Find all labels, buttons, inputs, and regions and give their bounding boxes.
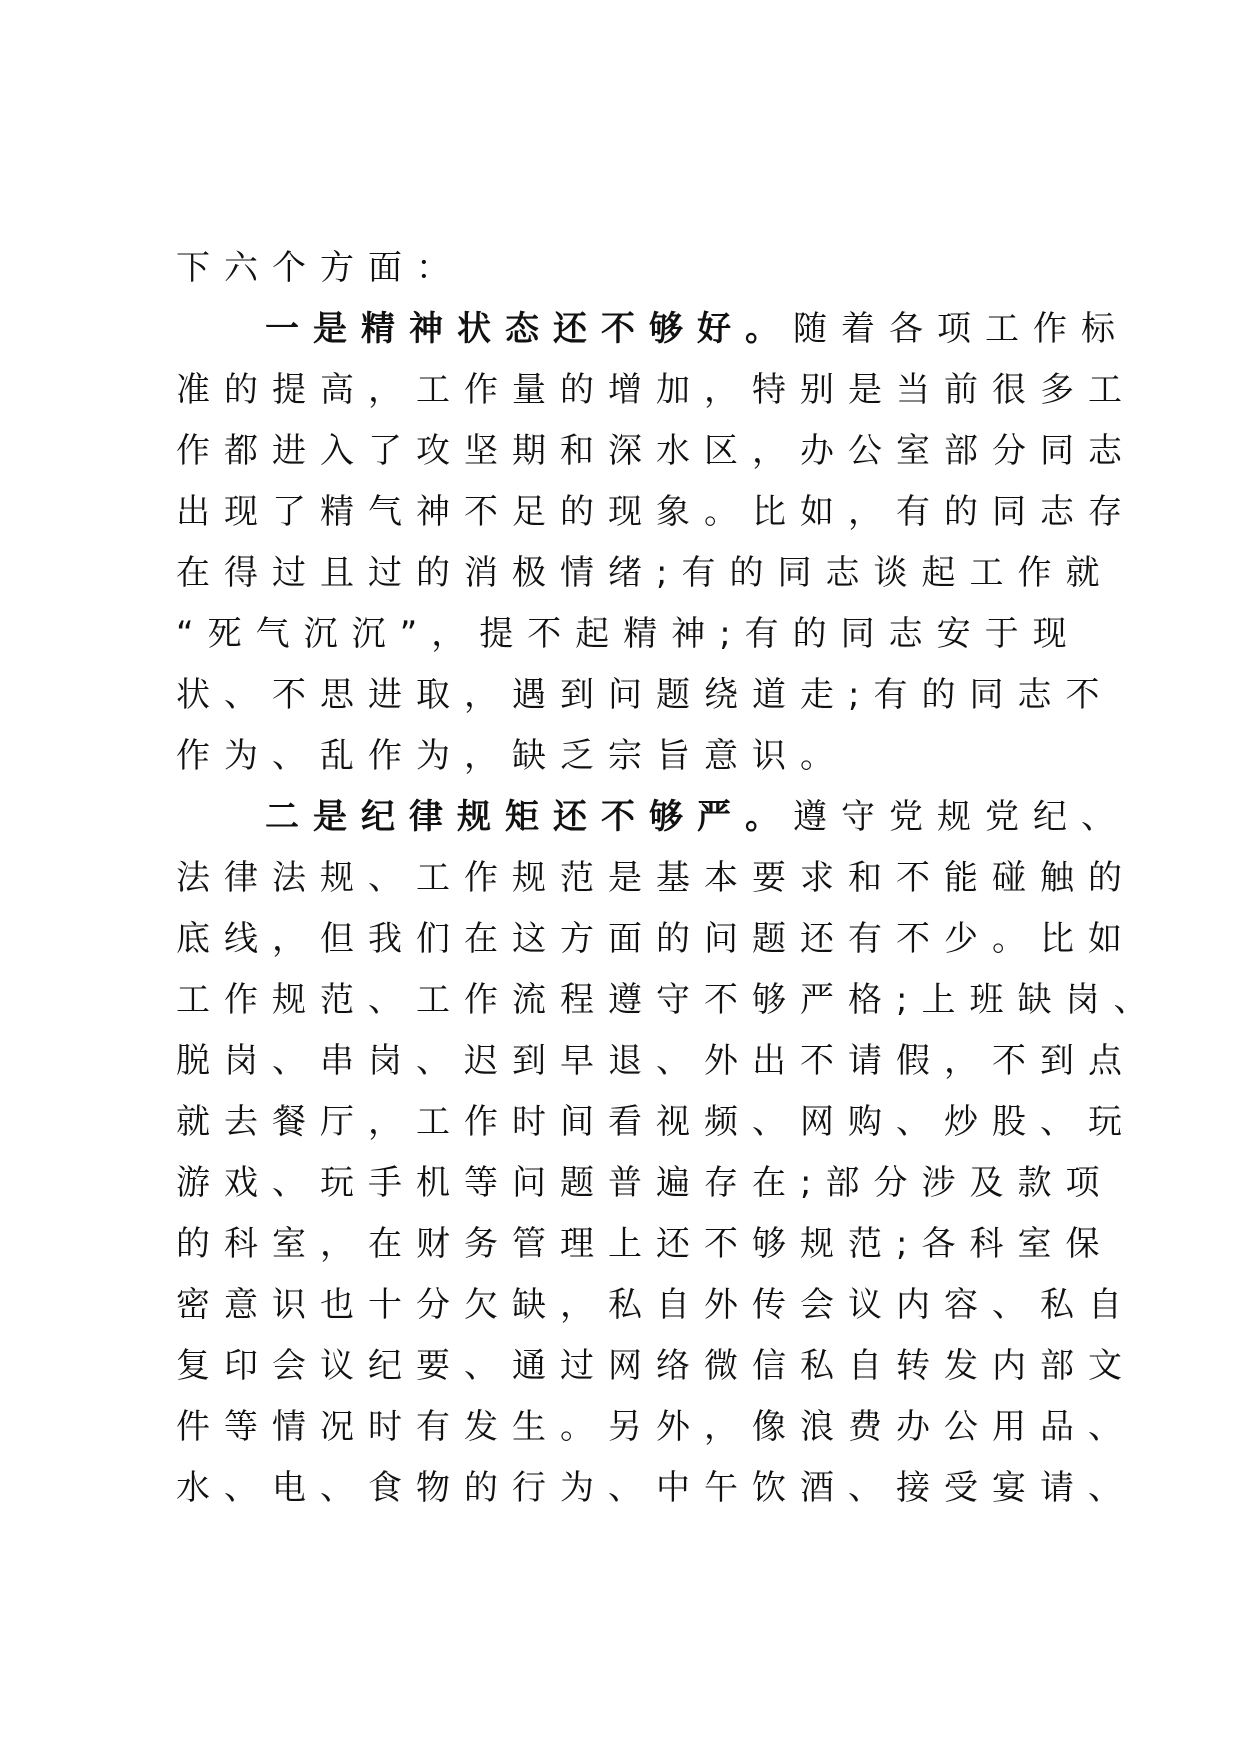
text-line xyxy=(176,604,1096,665)
text-line xyxy=(176,360,1136,421)
line-text: 准的提高，工作量的增加，特别是当前很多工 xyxy=(176,370,1136,410)
line-text: 游戏、玩手机等问题普遍存在;部分涉及款项 xyxy=(176,1163,1114,1203)
text-line xyxy=(176,1031,1136,1092)
line-text: 在得过且过的消极情绪;有的同志谈起工作就 xyxy=(176,553,1114,593)
line-text: 复印会议纪要、通过网络微信私自转发内部文 xyxy=(176,1346,1136,1386)
line-text: 的科室，在财务管理上还不够规范;各科室保 xyxy=(176,1224,1114,1264)
line-text: 作都进入了攻坚期和深水区，办公室部分同志 xyxy=(176,431,1136,471)
text-line xyxy=(176,848,1136,909)
line-text: 状、不思进取，遇到问题绕道走;有的同志不 xyxy=(176,675,1114,715)
line-text: 密意识也十分欠缺，私自外传会议内容、私自 xyxy=(176,1285,1136,1325)
line-text: 遵守党规党纪、 xyxy=(793,797,1129,837)
text-line xyxy=(176,543,1114,604)
text-line xyxy=(176,1214,1114,1275)
line-text: 下六个方面： xyxy=(176,248,464,288)
text-line xyxy=(176,665,1114,726)
text-line xyxy=(176,1153,1114,1214)
text-line xyxy=(176,1397,1136,1458)
text-line xyxy=(176,726,1096,787)
text-line xyxy=(176,970,1162,1031)
line-text: 出现了精气神不足的现象。比如，有的同志存 xyxy=(176,492,1136,532)
line-text: 水、电、食物的行为、中午饮酒、接受宴请、 xyxy=(176,1468,1136,1508)
text-line xyxy=(176,238,1096,299)
text-line xyxy=(176,1458,1136,1519)
line-text: 工作规范、工作流程遵守不够严格;上班缺岗、 xyxy=(176,980,1162,1020)
text-line xyxy=(176,1092,1136,1153)
text-line xyxy=(176,1275,1136,1336)
body-text xyxy=(176,238,1162,1519)
section-heading: 二是纪律规矩还不够严。 xyxy=(265,797,793,837)
text-line xyxy=(176,787,1129,848)
text-line xyxy=(176,1336,1136,1397)
text-line xyxy=(176,909,1136,970)
line-text: 件等情况时有发生。另外，像浪费办公用品、 xyxy=(176,1407,1136,1447)
line-text: 脱岗、串岗、迟到早退、外出不请假，不到点 xyxy=(176,1041,1136,1081)
text-line xyxy=(176,299,1129,360)
line-text: 作为、乱作为，缺乏宗旨意识。 xyxy=(176,736,848,776)
line-text: “死气沉沉”，提不起精神;有的同志安于现 xyxy=(176,614,1081,654)
text-line xyxy=(176,482,1136,543)
line-text: 底线，但我们在这方面的问题还有不少。比如 xyxy=(176,919,1136,959)
text-line xyxy=(176,421,1136,482)
line-text: 法律法规、工作规范是基本要求和不能碰触的 xyxy=(176,858,1136,898)
section-heading: 一是精神状态还不够好。 xyxy=(265,309,793,349)
line-text: 就去餐厅，工作时间看视频、网购、炒股、玩 xyxy=(176,1102,1136,1142)
line-text: 随着各项工作标 xyxy=(793,309,1129,349)
